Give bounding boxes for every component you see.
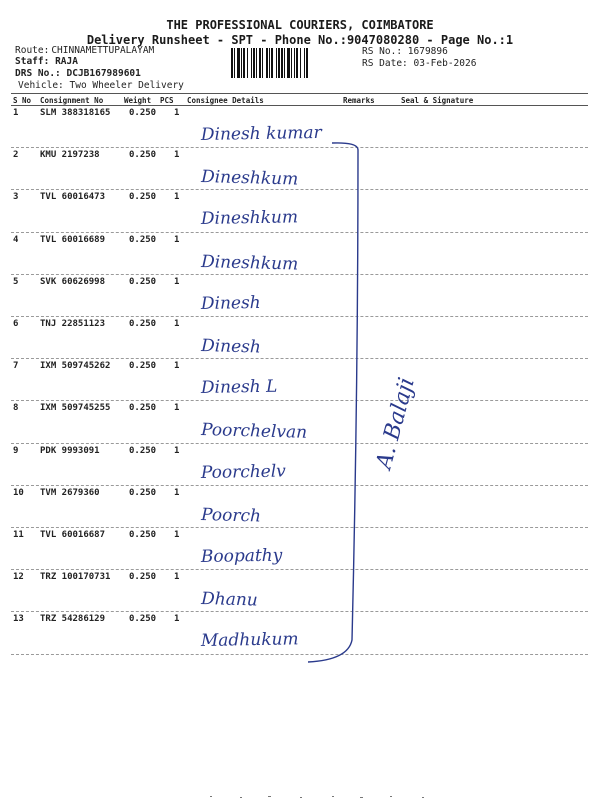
route-line — [15, 45, 154, 56]
rs-date-label: RS Date: — [362, 58, 408, 69]
row-sno: 9 — [13, 445, 19, 456]
row-signature-text: Dinesh kumar — [200, 122, 322, 145]
staff-value: RAJA — [55, 56, 78, 67]
barcode-image — [230, 48, 358, 78]
row-weight: 0.250 — [129, 403, 157, 414]
row-consignment: IXM 509745255 — [40, 403, 111, 414]
row-consignment: TVM 2679360 — [40, 487, 100, 498]
col-sno: S No — [13, 96, 32, 105]
row-pcs: 1 — [174, 192, 180, 203]
row-signature-text: Dhanu — [200, 589, 258, 611]
row-consignment: TVL 60016473 — [40, 192, 106, 203]
col-consignment: Consignment No — [40, 96, 104, 105]
row-pcs: 1 — [174, 108, 180, 118]
rs-date-line — [362, 58, 476, 69]
row-signature-text: Dinesh — [200, 292, 261, 314]
row-signature-text: Dineshkum — [200, 207, 299, 230]
row-sno: 7 — [13, 361, 19, 372]
row-pcs: 1 — [174, 487, 180, 498]
row-consignment: KMU 2197238 — [40, 150, 100, 161]
row-consignment: TRZ 100170731 — [40, 572, 111, 583]
vehicle-line — [18, 80, 184, 91]
route-label: Route: — [15, 45, 50, 56]
row-sno: 5 — [13, 276, 19, 287]
row-pcs: 1 — [174, 572, 180, 583]
row-signature-text: Poorchelvan — [200, 420, 308, 444]
rs-date-value: 03-Feb-2026 — [413, 58, 477, 69]
col-consignee: Consignee Details — [187, 96, 264, 105]
row-sno: 1 — [13, 108, 19, 118]
col-pcs: PCS — [160, 96, 174, 105]
row-weight: 0.250 — [129, 150, 157, 161]
row-weight: 0.250 — [129, 572, 157, 583]
staff-line — [15, 56, 78, 67]
row-signature-text: Dineshkum — [200, 167, 299, 190]
row-pcs: 1 — [174, 445, 180, 456]
row-weight: 0.250 — [129, 319, 157, 329]
row-sno: 2 — [13, 150, 19, 161]
row-pcs: 1 — [174, 361, 180, 372]
header-bottom-rule — [11, 105, 588, 106]
row-weight: 0.250 — [129, 276, 157, 287]
seal-signature-text: A. Balaji — [371, 375, 420, 472]
row-sno: 3 — [13, 192, 19, 203]
row-sno: 13 — [13, 614, 24, 625]
drs-line — [15, 68, 141, 79]
row-weight: 0.250 — [129, 487, 157, 498]
runsheet-subtitle: Delivery Runsheet - SPT - Phone No.:9047080280 - Page No.:1 — [86, 33, 514, 47]
row-sno: 12 — [13, 572, 24, 583]
col-remarks: Remarks — [343, 96, 375, 105]
row-consignment: TRZ 54286129 — [40, 614, 106, 625]
header-top-rule — [11, 93, 588, 94]
row-sno: 11 — [13, 530, 24, 540]
vehicle-value: Two Wheeler Delivery — [69, 80, 184, 91]
rs-no-value: 1679896 — [407, 46, 448, 57]
row-sno: 4 — [13, 234, 19, 245]
drs-label: DRS No.: — [15, 68, 61, 79]
row-signature-text: Dinesh L — [200, 376, 278, 399]
row-consignment: TVL 60016687 — [40, 530, 106, 540]
row-signature-text: Dinesh — [200, 336, 262, 358]
row-pcs: 1 — [174, 319, 180, 329]
row-signature-text: Poorch — [200, 504, 262, 527]
row-weight: 0.250 — [129, 192, 157, 203]
row-consignment: TNJ 22851123 — [40, 319, 106, 329]
row-weight: 0.250 — [129, 108, 157, 118]
row-consignment: PDK 9993091 — [40, 445, 100, 456]
row-pcs: 1 — [174, 403, 180, 414]
drs-value: DCJB167989601 — [66, 68, 141, 79]
row-weight: 0.250 — [129, 445, 157, 456]
row-consignment: SVK 60626998 — [40, 276, 106, 287]
row-pcs: 1 — [174, 150, 180, 161]
vehicle-label: Vehicle: — [18, 80, 64, 91]
route-value: CHINNAMETTUPALAYAM — [51, 45, 155, 56]
row-sno: 6 — [13, 319, 19, 329]
row-signature-text: Boopathy — [200, 545, 283, 567]
rs-no-label: RS No.: — [362, 46, 403, 57]
row-weight: 0.250 — [129, 530, 157, 540]
row-signature-text: Dineshkum — [200, 251, 299, 275]
row-consignment: SLM 388318165 — [40, 108, 111, 118]
scan-specks — [200, 792, 450, 800]
row-pcs: 1 — [174, 276, 180, 287]
row-pcs: 1 — [174, 614, 180, 625]
col-seal: Seal & Signature — [401, 96, 474, 105]
seal-signature — [360, 360, 430, 480]
staff-label: Staff: — [15, 56, 50, 67]
col-weight: Weight — [124, 96, 152, 105]
row-consignment: TVL 60016689 — [40, 234, 106, 245]
rs-no-line — [362, 46, 448, 57]
row-sno: 10 — [13, 487, 24, 498]
row-weight: 0.250 — [129, 614, 157, 625]
row-weight: 0.250 — [129, 234, 157, 245]
row-sno: 8 — [13, 403, 19, 414]
company-title: THE PROFESSIONAL COURIERS, COIMBATORE — [166, 18, 434, 32]
row-signature-text: Madhukum — [200, 629, 299, 652]
row-weight: 0.250 — [129, 361, 157, 372]
row-pcs: 1 — [174, 234, 180, 245]
row-pcs: 1 — [174, 530, 180, 540]
row-signature-text: Poorchelv — [200, 461, 286, 483]
row-consignment: IXM 509745262 — [40, 361, 111, 372]
